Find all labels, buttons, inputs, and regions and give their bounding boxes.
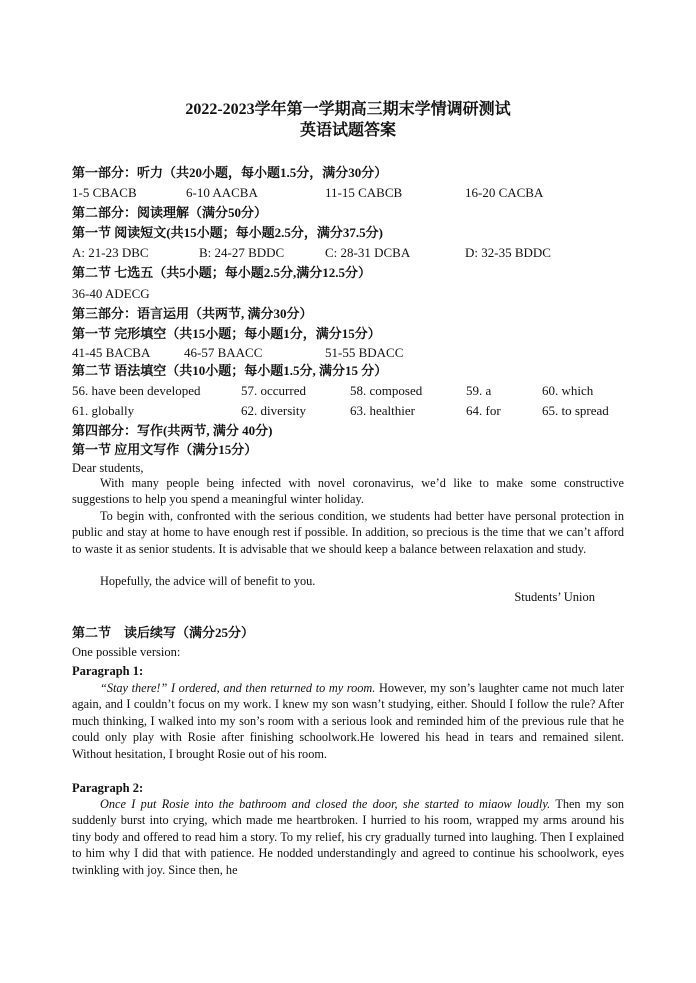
- answer-group: 46-57 BAACC: [184, 345, 263, 360]
- answer-group: 1-5 CBACB: [72, 185, 137, 200]
- letter-paragraph: To begin with, confronted with the serious condition, we students had better have personal protection in public and stay at home to have enough rest if possible. In addition, so precious is the time that we can’t afford to waste it as senior students. It is advisable that we should keep a balance between relaxation and study.: [72, 509, 624, 556]
- paragraph2-label: Paragraph 2:: [72, 781, 144, 795]
- grammar-answer: 63. healthier: [350, 403, 415, 418]
- part3-heading: 第三部分：语言运用（共两节, 满分30分）: [72, 306, 313, 321]
- part2-section1-heading: 第一节 阅读短文(共15小题；每小题2.5分，满分37.5分): [72, 225, 383, 240]
- part4-heading: 第四部分：写作(共两节, 满分 40分): [72, 423, 273, 438]
- part1-heading: 第一部分：听力（共20小题，每小题1.5分，满分30分）: [72, 165, 388, 180]
- grammar-answer: 65. to spread: [542, 403, 609, 418]
- letter-greeting: Dear students,: [72, 461, 144, 475]
- grammar-answer: 59. a: [466, 383, 492, 398]
- part2-section2-heading: 第二节 七选五（共5小题；每小题2.5分,满分12.5分）: [72, 265, 372, 280]
- letter-paragraph: Hopefully, the advice will of benefit to you.: [100, 574, 316, 588]
- part4-section1-heading: 第一节 应用文写作（满分15分）: [72, 442, 258, 457]
- answer-group: A: 21-23 DBC: [72, 245, 149, 260]
- grammar-answer: 64. for: [466, 403, 501, 418]
- letter-signature: Students’ Union: [514, 590, 595, 604]
- answer-group: 16-20 CACBA: [465, 185, 544, 200]
- paragraph2-body: Then my son suddenly burst into crying, which made me heartbroken. I hurried to his room, wrapped my arms around his tiny body and offered to read him a story. To my relief, his cry gradually turned into laughing. Then I explained to him why I did that with patience. He nodded understandingly and agreed to continue his schoolwork, eyes twinkling with joy. Since then, he: [72, 797, 625, 877]
- paragraph1-body: However, my son’s laughter came not much later again, and I couldn’t focus on my work. I knew my son wasn’t studying, either. Should I follow the rule? After much thinking, I walked into my son’s room with a serious look and reminded him of the previous rule that he could only play with Rosie after finishing schoolwork.He lowered his head in tears and remained silent. Without hesitation, I brought Rosie out of his room.: [72, 681, 624, 761]
- answer-group: 51-55 BDACC: [325, 345, 404, 360]
- page-title: 2022-2023学年第一学期高三期末学情调研测试: [185, 101, 511, 118]
- answer-group: D: 32-35 BDDC: [465, 245, 551, 260]
- paragraph2-opening: Once I put Rosie into the bathroom and closed the door, she started to miaow loudly.: [100, 797, 551, 811]
- letter-paragraph: With many people being infected with novel coronavirus, we’d like to make some constructive suggestions to help you spend a meaningful winter holiday.: [72, 476, 624, 507]
- grammar-answer: 60. which: [542, 383, 594, 398]
- grammar-answer: 61. globally: [72, 403, 135, 418]
- paragraph1-label: Paragraph 1:: [72, 664, 144, 678]
- grammar-answer: 62. diversity: [241, 403, 306, 418]
- part3-section1-heading: 第一节 完形填空（共15小题；每小题1分，满分15分）: [72, 326, 381, 341]
- answer-group: 36-40 ADECG: [72, 286, 150, 301]
- grammar-answer: 58. composed: [350, 383, 423, 398]
- grammar-answer: 57. occurred: [241, 383, 306, 398]
- grammar-answer: 56. have been developed: [72, 383, 201, 398]
- paragraph1-text: [72, 680, 624, 762]
- part4-section2-heading: 第二节 读后续写（满分25分）: [72, 625, 255, 640]
- answer-group: C: 28-31 DCBA: [325, 245, 411, 260]
- part2-heading: 第二部分：阅读理解（满分50分）: [72, 205, 268, 220]
- part3-section2-heading: 第二节 语法填空（共10小题；每小题1.5分, 满分15 分）: [72, 363, 388, 378]
- paragraph2-text: [72, 796, 624, 878]
- version-label: One possible version:: [72, 645, 181, 659]
- paragraph1-opening: “Stay there!” I ordered, and then returned to my room.: [100, 681, 376, 695]
- answer-group: 6-10 AACBA: [186, 185, 258, 200]
- page-subtitle: 英语试题答案: [299, 122, 396, 139]
- answer-group: 11-15 CABCB: [325, 185, 403, 200]
- answer-group: 41-45 BACBA: [72, 345, 151, 360]
- answer-group: B: 24-27 BDDC: [199, 245, 285, 260]
